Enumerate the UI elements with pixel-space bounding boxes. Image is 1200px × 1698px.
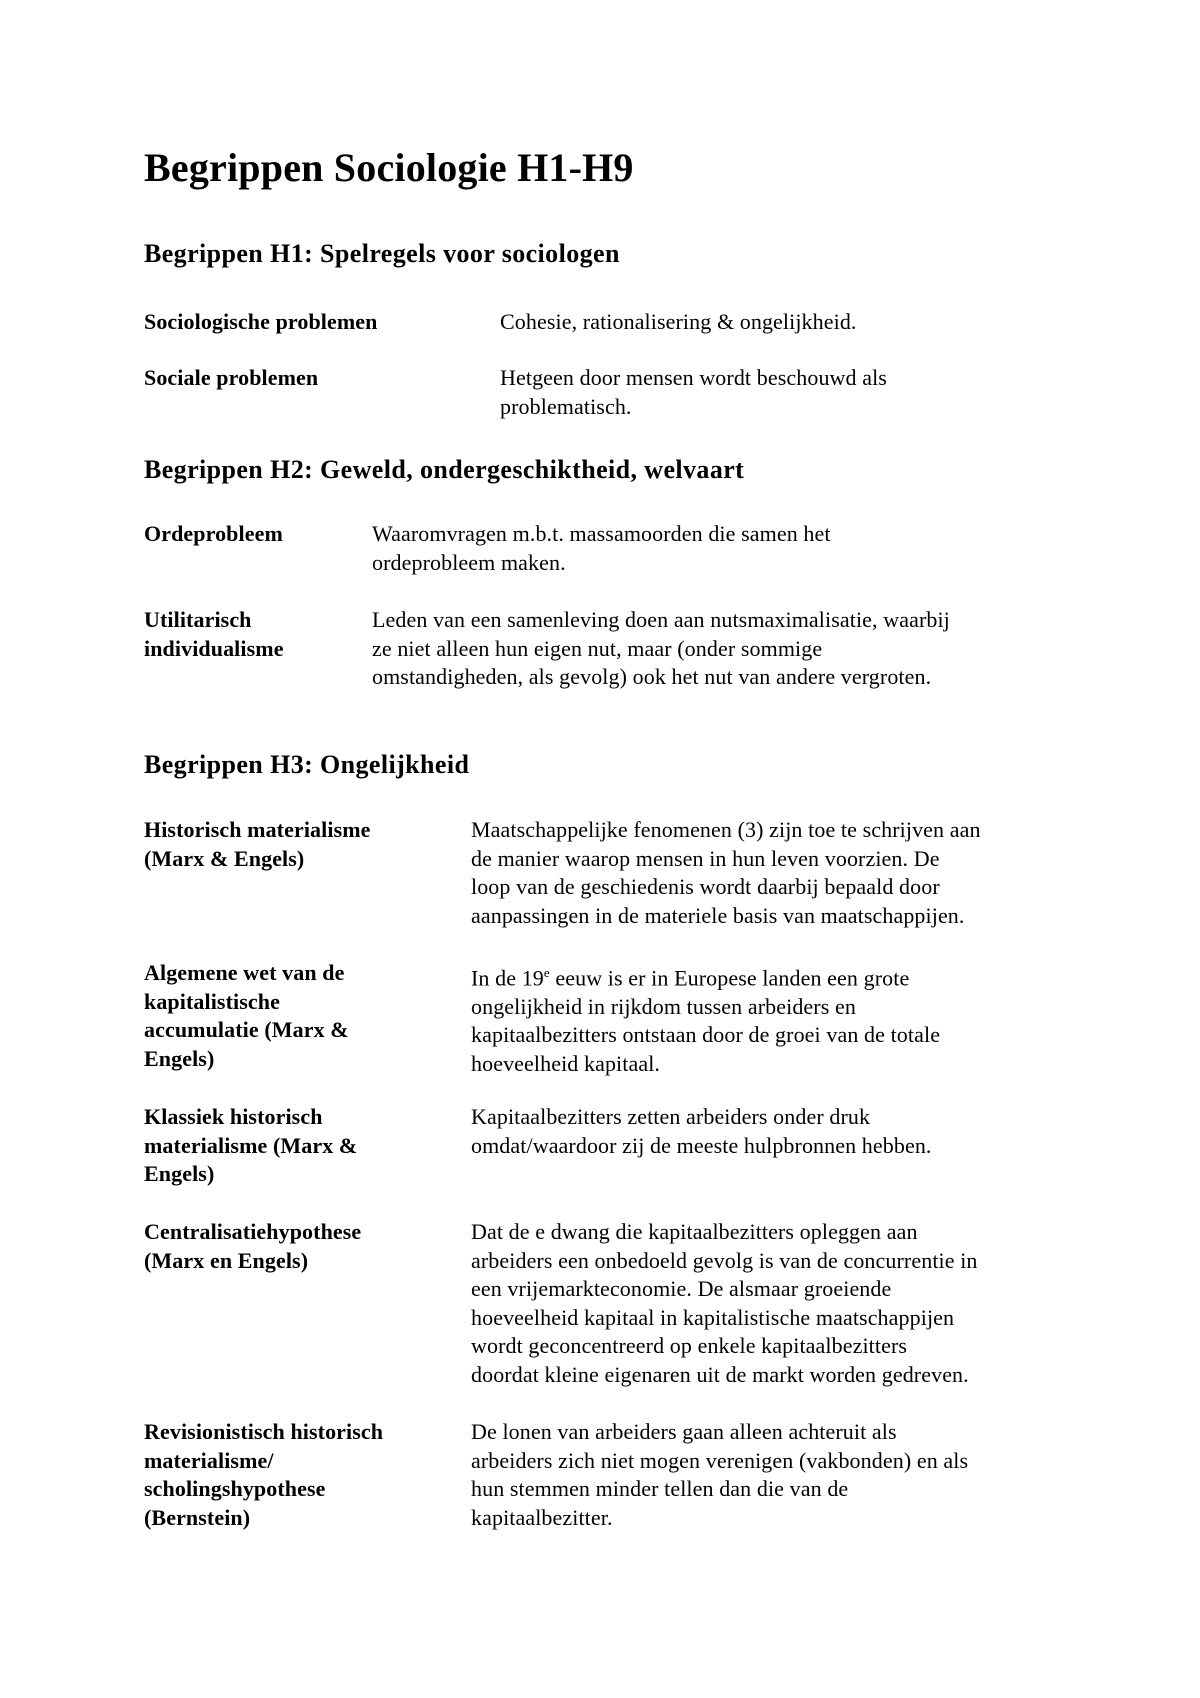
- definition-line: problematisch.: [500, 393, 632, 419]
- definition-line: hoeveelheid kapitaal in kapitalistische maatschappijen: [471, 1304, 955, 1330]
- definition-line: hun stemmen minder tellen dan die van de: [471, 1476, 849, 1501]
- term-historisch-materialisme: [144, 816, 371, 873]
- term-algemene-wet-kapitalistische-accumulatie: [144, 959, 349, 1073]
- definition-line: Waaromvragen m.b.t. massamoorden die samen het: [372, 521, 831, 546]
- term-line: individualisme: [144, 635, 284, 661]
- term-line: (Bernstein): [144, 1504, 251, 1530]
- term-line: materialisme (Marx &: [144, 1132, 358, 1158]
- definition-line: Maatschappelijke fenomenen (3) zijn toe te schrijven aan: [471, 817, 981, 842]
- term-revisionistisch-historisch-materialisme: [144, 1418, 383, 1532]
- definition-line: Hetgeen door mensen wordt beschouwd als: [500, 365, 887, 390]
- term-ordeprobleem: Ordeprobleem: [144, 521, 283, 546]
- term-sociale-problemen: Sociale problemen: [144, 365, 319, 390]
- term-line: Algemene wet van de: [144, 960, 345, 985]
- term-line: kapitalistische: [144, 988, 280, 1014]
- term-klassiek-historisch-materialisme: [144, 1103, 357, 1189]
- definition-line: kapitaalbezitters ontstaan door de groei van de totale: [471, 1022, 941, 1048]
- definition-line: [471, 959, 940, 993]
- definition-line: wordt geconcentreerd op enkele kapitaalbezitters: [471, 1333, 908, 1358]
- definition-line: aanpassingen in de materiele basis van maatschappijen.: [471, 902, 965, 928]
- term-line: Centralisatiehypothese: [144, 1219, 362, 1244]
- definition-sociale-problemen: [500, 364, 887, 421]
- term-utilitarisch-individualisme: [144, 606, 284, 663]
- definition-line: ongelijkheid in rijkdom tussen arbeiders en: [471, 993, 856, 1019]
- definition-line: De lonen van arbeiders gaan alleen achteruit als: [471, 1419, 897, 1444]
- section-heading-h3: Begrippen H3: Ongelijkheid: [144, 750, 470, 779]
- definition-line: de manier waarop mensen in hun leven voorzien. De: [471, 845, 940, 871]
- section-heading-h1: Begrippen H1: Spelregels voor sociologen: [144, 239, 620, 268]
- definition-line: Leden van een samenleving doen aan nutsmaximalisatie, waarbij: [372, 607, 950, 632]
- term-line: accumulatie (Marx &: [144, 1017, 349, 1042]
- term-line: Utilitarisch: [144, 607, 252, 632]
- definition-line: Kapitaalbezitters zetten arbeiders onder druk: [471, 1104, 871, 1129]
- definition-utilitarisch-individualisme: [372, 606, 950, 692]
- term-line: Klassiek historisch: [144, 1104, 323, 1129]
- definition-historisch-materialisme: [471, 816, 981, 930]
- definition-sociologische-problemen: Cohesie, rationalisering & ongelijkheid.: [500, 309, 857, 334]
- definition-algemene-wet-kapitalistische-accumulatie: [471, 959, 940, 1078]
- page-title: Begrippen Sociologie H1-H9: [144, 145, 634, 190]
- term-line: Engels): [144, 1045, 215, 1071]
- definition-line: arbeiders zich niet mogen verenigen (vakbonden) en als: [471, 1447, 969, 1473]
- definition-text: In de 19: [471, 965, 544, 991]
- term-sociologische-problemen: Sociologische problemen: [144, 309, 378, 334]
- superscript: e: [543, 965, 550, 980]
- term-line: Engels): [144, 1161, 215, 1186]
- definition-line: kapitaalbezitter.: [471, 1504, 613, 1530]
- definition-text: eeuw is er in Europese landen een grote: [549, 965, 910, 991]
- definition-line: hoeveelheid kapitaal.: [471, 1050, 661, 1076]
- term-line: Revisionistisch historisch: [144, 1419, 384, 1444]
- term-line: scholingshypothese: [144, 1476, 326, 1501]
- term-line: materialisme/: [144, 1447, 274, 1473]
- term-line: (Marx & Engels): [144, 845, 305, 871]
- definition-line: ze niet alleen hun eigen nut, maar (onder sommige: [372, 635, 823, 661]
- definition-ordeprobleem: [372, 520, 831, 577]
- definition-centralisatiehypothese: [471, 1218, 978, 1389]
- definition-line: omdat/waardoor zij de meeste hulpbronnen hebben.: [471, 1132, 932, 1158]
- definition-line: Dat de e dwang die kapitaalbezitters opleggen aan: [471, 1219, 918, 1244]
- section-heading-h2: Begrippen H2: Geweld, ondergeschiktheid, welvaart: [144, 455, 745, 484]
- definition-line: arbeiders een onbedoeld gevolg is van de concurrentie in: [471, 1247, 978, 1273]
- definition-revisionistisch-historisch-materialisme: [471, 1418, 968, 1532]
- definition-klassiek-historisch-materialisme: [471, 1103, 932, 1160]
- term-line: (Marx en Engels): [144, 1247, 309, 1273]
- term-line: Historisch materialisme: [144, 817, 371, 842]
- definition-line: doordat kleine eigenaren uit de markt worden gedreven.: [471, 1361, 969, 1387]
- term-centralisatiehypothese: [144, 1218, 361, 1275]
- definition-line: loop van de geschiedenis wordt daarbij bepaald door: [471, 874, 940, 899]
- definition-line: omstandigheden, als gevolg) ook het nut van andere vergroten.: [372, 664, 932, 689]
- definition-line: ordeprobleem maken.: [372, 549, 566, 575]
- definition-line: een vrijemarkteconomie. De alsmaar groeiende: [471, 1276, 892, 1301]
